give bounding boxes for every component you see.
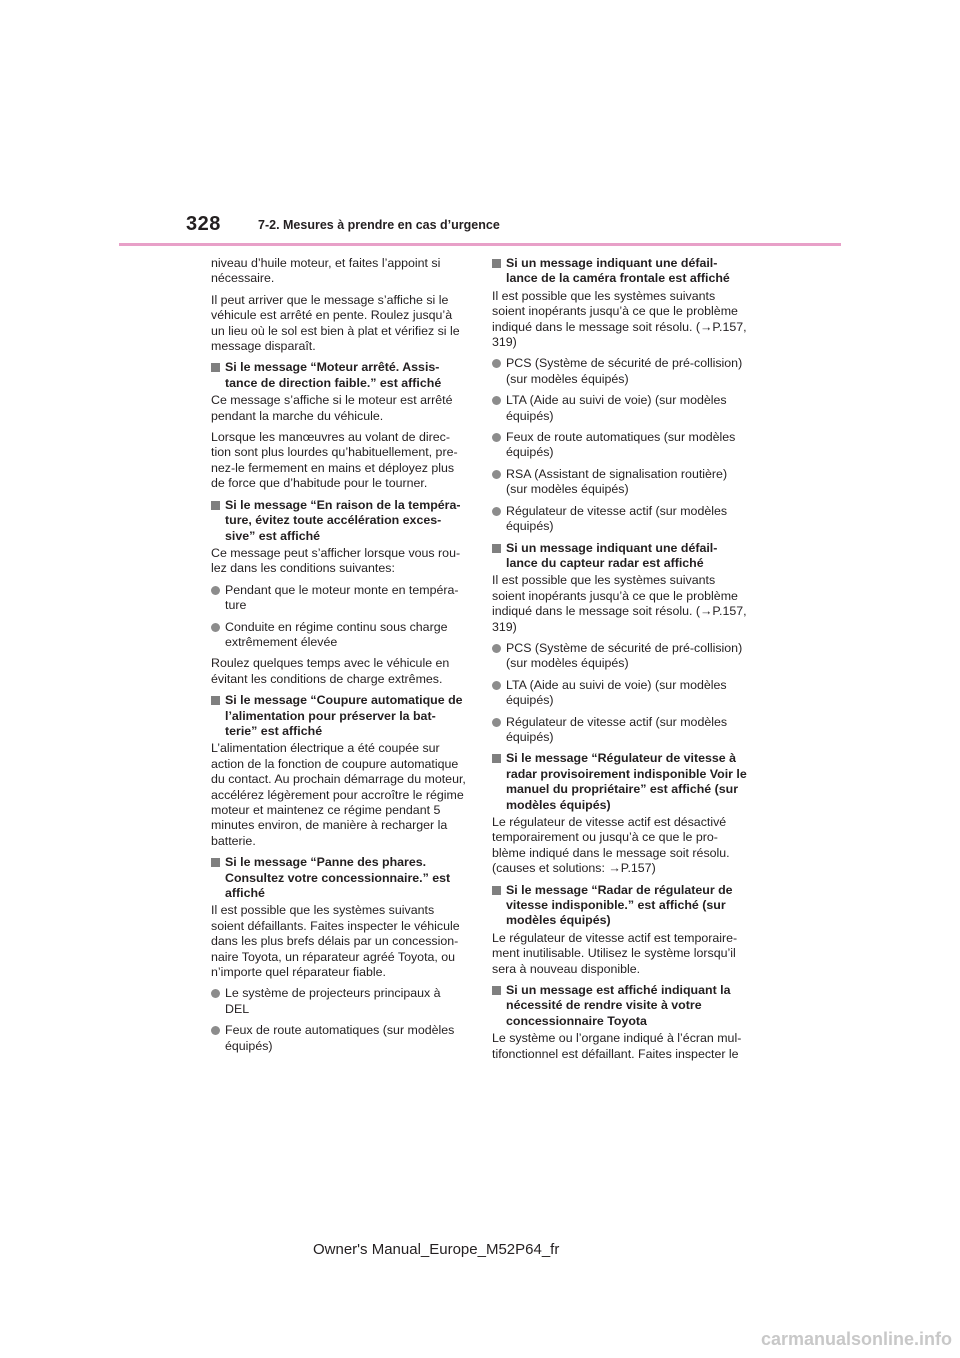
square-bullet-icon: [492, 544, 501, 553]
list-item: [492, 356, 747, 387]
subheading: [211, 855, 466, 901]
subheading-text: Si le message “Panne des phares. Consultez votre concessionnaire.” est affiché: [225, 855, 451, 901]
right-column: [492, 256, 747, 1068]
subheading-text: Si le message “Moteur arrêté. Assis-tance de direction faible.” est affiché: [225, 360, 442, 390]
paragraph: Le régulateur de vitesse actif est temporaire-ment inutilisable. Utilisez le système lorsqu’il sera à nouveau disponible.: [492, 930, 738, 976]
list-item: [492, 467, 747, 498]
list-item-text: RSA (Assistant de signalisation routière) (sur modèles équipés): [506, 466, 728, 497]
list-item: [211, 986, 466, 1017]
watermark: carmanualsonline.info: [760, 1329, 952, 1349]
subheading: [492, 983, 747, 1029]
subheading-text: Si le message “Radar de régulateur de vitesse indisponible.” est affiché (sur modèles équipés): [506, 882, 733, 928]
list-item-text: Pendant que le moteur monte en tempéra-ture: [225, 582, 459, 613]
subheading-text: Si un message est affiché indiquant la nécessité de rendre visite à votre concessionnaire Toyota: [506, 983, 731, 1028]
paragraph: Roulez quelques temps avec le véhicule en évitant les conditions de charge extrêmes.: [211, 656, 450, 686]
square-bullet-icon: [492, 886, 501, 895]
square-bullet-icon: [492, 754, 501, 763]
paragraph: L’alimentation électrique a été coupée sur action de la fonction de coupure automatique du contact. Au prochain démarrage du moteur, accélérez légèrement pour accroître le régime moteur et maintenez ce régime pendant 5 minutes environ, de manière à recharger la batterie.: [211, 741, 466, 848]
circle-bullet-icon: [492, 507, 501, 516]
subheading-text: Si le message “Coupure automatique de l’alimentation pour préserver la bat-terie” est affiché: [225, 693, 463, 738]
subheading: [492, 256, 747, 287]
header-rule: [119, 243, 841, 246]
list-item: [211, 583, 466, 614]
subheading-text: Si un message indiquant une défail-lance du capteur radar est affiché: [506, 540, 718, 570]
subheading: [211, 498, 466, 544]
list-item-text: PCS (Système de sécurité de pré-collision) (sur modèles équipés): [506, 640, 743, 671]
subheading-text: Si le message “En raison de la tempéra-ture, évitez toute accélération exces-sive” est affiché: [225, 497, 461, 543]
circle-bullet-icon: [492, 359, 501, 368]
list-item: [492, 641, 747, 672]
circle-bullet-icon: [211, 1026, 220, 1035]
square-bullet-icon: [492, 259, 501, 268]
paragraph: Le système ou l’organe indiqué à l’écran mul-tifonctionnel est défaillant. Faites inspecter le: [492, 1031, 742, 1061]
paragraph: Le régulateur de vitesse actif est désactivé temporairement ou jusqu’à ce que le pro-blème indiqué dans le message soit résolu. (causes et solutions: →P.157): [492, 815, 730, 876]
list-item-text: Le système de projecteurs principaux à DEL: [225, 986, 441, 1016]
page-number: 328: [186, 213, 221, 235]
subheading-text: Si un message indiquant une défail-lance de la caméra frontale est affiché: [506, 256, 730, 286]
paragraph: niveau d’huile moteur, et faites l’appoint si nécessaire.: [211, 256, 441, 286]
circle-bullet-icon: [492, 470, 501, 479]
list-item: [492, 430, 747, 461]
circle-bullet-icon: [211, 586, 220, 595]
circle-bullet-icon: [492, 644, 501, 653]
list-item-text: Régulateur de vitesse actif (sur modèles équipés): [506, 503, 728, 534]
square-bullet-icon: [211, 858, 220, 867]
subheading: [492, 541, 747, 572]
list-item: [492, 678, 747, 709]
subheading: [492, 883, 747, 929]
list-item-text: Régulateur de vitesse actif (sur modèles équipés): [506, 714, 728, 744]
paragraph: Il est possible que les systèmes suivants soient inopérants jusqu’à ce que le problème indiqué dans le message soit résolu. (→P.157, 319): [492, 573, 747, 634]
list-item-text: LTA (Aide au suivi de voie) (sur modèles équipés): [506, 677, 727, 708]
list-item: [492, 715, 747, 746]
list-item-text: LTA (Aide au suivi de voie) (sur modèles équipés): [506, 393, 727, 423]
circle-bullet-icon: [492, 433, 501, 442]
square-bullet-icon: [211, 363, 220, 372]
footer-text: Owner's Manual_Europe_M52P64_fr: [313, 1241, 560, 1258]
paragraph: Lorsque les manœuvres au volant de direc-tion sont plus lourdes qu’habituellement, pre-nez-le fermement en mains et déployez plus de force que d’habitude pour le tourner.: [211, 430, 458, 491]
circle-bullet-icon: [211, 623, 220, 632]
list-item-text: Conduite en régime continu sous charge extrêmement élevée: [225, 619, 448, 649]
square-bullet-icon: [211, 501, 220, 510]
subheading-text: Si le message “Régulateur de vitesse à radar provisoirement indisponible Voir le manuel du propriétaire” est affiché (sur modèles équipés): [506, 751, 747, 812]
square-bullet-icon: [211, 696, 220, 705]
paragraph: Il est possible que les systèmes suivants soient inopérants jusqu’à ce que le problème indiqué dans le message soit résolu. (→P.157, 319): [492, 288, 747, 350]
list-item: [492, 393, 747, 424]
paragraph: Il est possible que les systèmes suivants soient défaillants. Faites inspecter le véhicule dans les plus brefs délais par un concession-naire Toyota, un réparateur agréé Toyota, ou n’importe quel réparateur fiable.: [211, 903, 460, 980]
circle-bullet-icon: [492, 396, 501, 405]
list-item-text: Feux de route automatiques (sur modèles équipés): [225, 1023, 455, 1053]
list-item: [211, 1023, 466, 1054]
subheading: [211, 360, 466, 391]
paragraph: Ce message peut s’afficher lorsque vous rou-lez dans les conditions suivantes:: [211, 545, 461, 576]
list-item-text: Feux de route automatiques (sur modèles équipés): [506, 430, 736, 460]
circle-bullet-icon: [492, 681, 501, 690]
paragraph: Ce message s’affiche si le moteur est arrêté pendant la marche du véhicule.: [211, 393, 453, 423]
square-bullet-icon: [492, 986, 501, 995]
list-item-text: PCS (Système de sécurité de pré-collision) (sur modèles équipés): [506, 356, 743, 386]
section-title: 7-2. Mesures à prendre en cas d’urgence: [258, 218, 500, 232]
circle-bullet-icon: [211, 989, 220, 998]
circle-bullet-icon: [492, 718, 501, 727]
list-item: [492, 504, 747, 535]
list-item: [211, 620, 466, 651]
subheading: [211, 693, 466, 739]
left-column: [211, 256, 466, 1060]
paragraph: Il peut arriver que le message s’affiche si le véhicule est arrêté en pente. Roulez jusqu’à un lieu où le sol est bien à plat et vérifiez si le message disparaît.: [211, 292, 460, 354]
subheading: [492, 751, 747, 813]
